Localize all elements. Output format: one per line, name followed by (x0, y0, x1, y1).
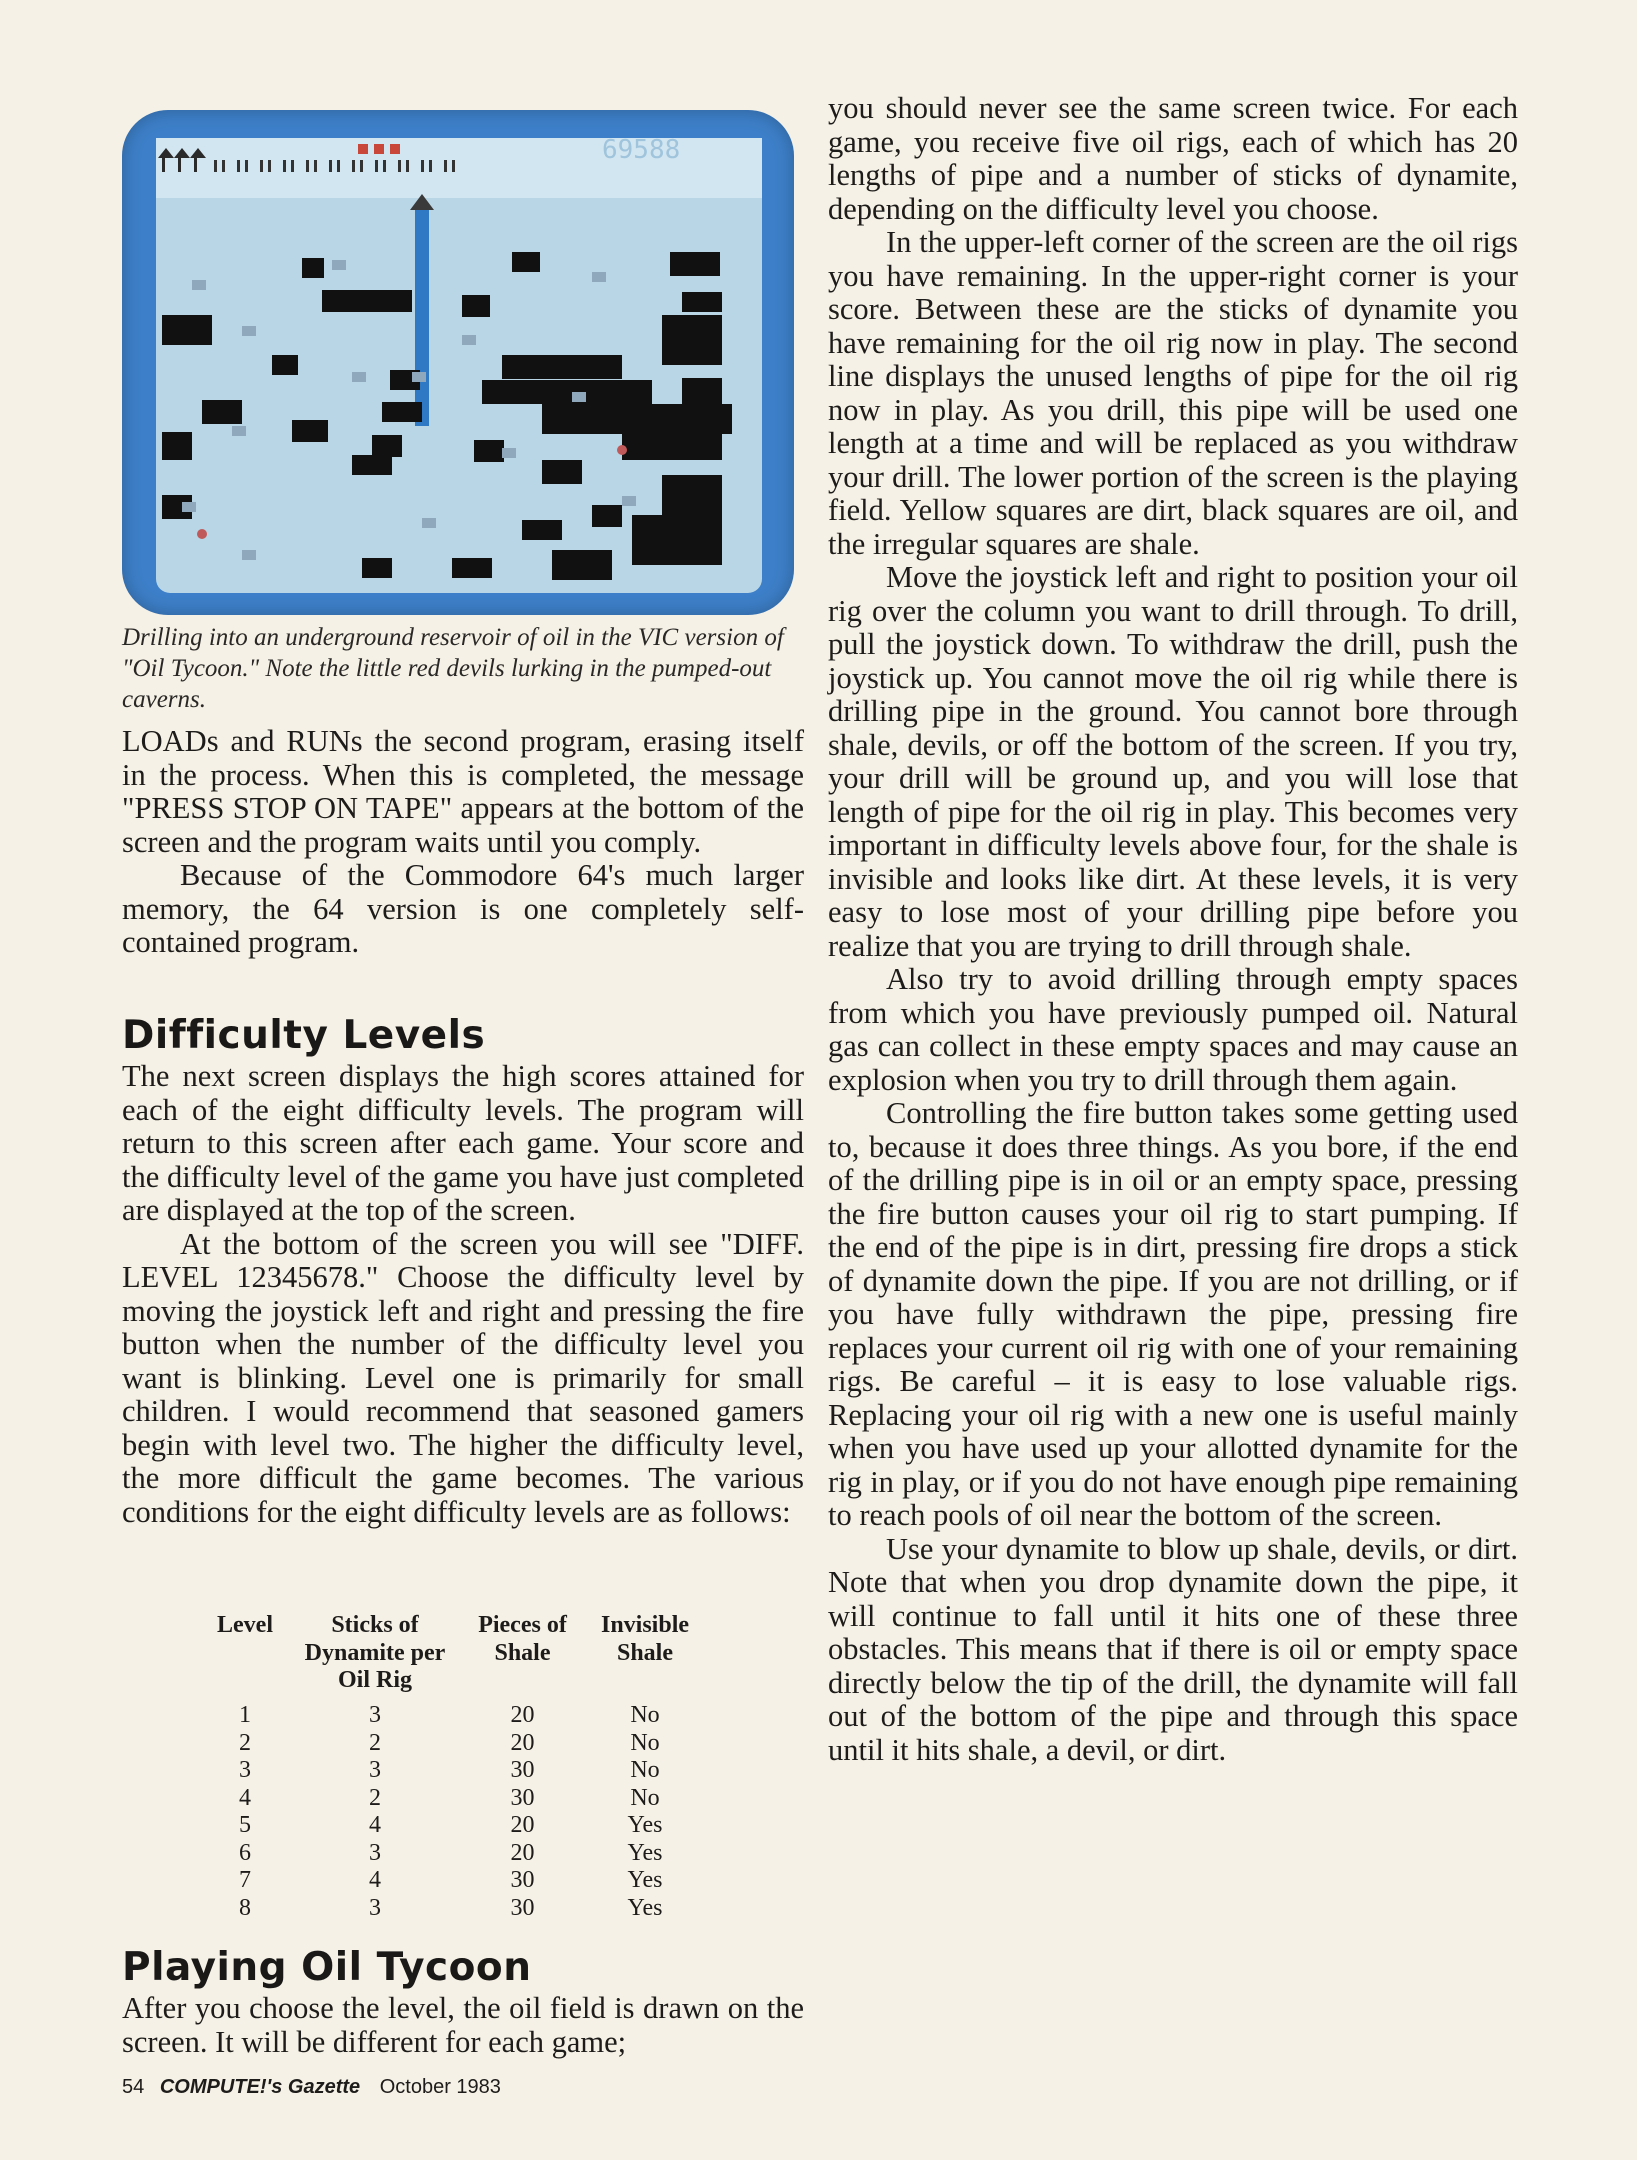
difficulty-section (122, 1012, 804, 1529)
table-cell: 20 (510, 1702, 535, 1728)
table-header-cell: Pieces of Shale (478, 1612, 567, 1666)
table-cell: 5 (239, 1812, 251, 1838)
table-cell: 2 (369, 1784, 381, 1811)
table-cell: 4 (239, 1784, 251, 1811)
section-heading-playing: Playing Oil Tycoon (122, 1945, 532, 1990)
table-cell: Yes (627, 1894, 663, 1921)
table-cell: 2 (239, 1729, 251, 1756)
paragraph: Move the joystick left and right to position your oil rig over the column you want to drill through. To drill, pull the joystick down. To withdraw the drill, push the joystick up. You cannot move the oil rig while there is drilling pipe in the ground. You cannot bore through shale, devils, or off the bottom of the screen. If you try, your drill will be ground up, and you will lose that length of pipe for the oil rig in play. This becomes very important in difficulty levels above four, for the shale is invisible and looks like dirt. At these levels, it is very easy to lose most of your drilling pipe before you realize that you are trying to drill through shale. (828, 560, 1518, 963)
paragraph: In the upper-left corner of the screen are the oil rigs you have remaining. In the upper-right corner is your score. Between these are the sticks of dynamite you have remaining for the oil rig now in play. The second line displays the unused lengths of pipe for the oil rig now in play. As you drill, this pipe will be used one length at a time and will be replaced as you withdraw your drill. The lower portion of the screen is the playing field. Yellow squares are dirt, black squares are oil, and the irregular squares are shale. (828, 225, 1518, 561)
game-playfield-graphic (122, 110, 794, 615)
table-cell: 1 (239, 1702, 251, 1728)
playing-section (122, 1944, 804, 2059)
table-cell: Yes (627, 1812, 663, 1838)
table-cell: 4 (369, 1812, 381, 1838)
table-cell: 3 (239, 1757, 251, 1783)
table-row (200, 1757, 720, 1785)
table-cell: 7 (239, 1867, 251, 1893)
table-row (200, 1867, 720, 1895)
paragraph: LOADs and RUNs the second program, erasing itself in the process. When this is completed, the message "PRESS STOP ON TAPE" appears at the bottom of the screen and the program waits until you comply. (122, 724, 804, 859)
table-cell: 20 (510, 1839, 535, 1866)
oil-field-game-screen (122, 110, 794, 615)
table-cell: 3 (369, 1839, 381, 1866)
table-cell: 4 (369, 1867, 381, 1893)
table-cell: 30 (510, 1784, 535, 1811)
table-header-row (200, 1612, 720, 1702)
paragraph: The next screen displays the high scores attained for each of the eight difficulty levels. The program will return to this screen after each game. Your score and the difficulty level of the game you have just completed are displayed at the top of the screen. (122, 1059, 804, 1227)
left-column-intro (122, 725, 804, 960)
table-cell: No (630, 1757, 660, 1783)
table-row (200, 1785, 720, 1813)
table-row (200, 1730, 720, 1758)
table-header-cell: Invisible Shale (600, 1612, 690, 1666)
paragraph: Controlling the fire button takes some getting used to, because it does three things. As you bore, if the end of the drilling pipe is in oil or an empty space, pressing the fire button causes your oil rig to start pumping. If the end of the pipe is in dirt, pressing fire drops a stick of dynamite down the pipe. If you are not drilling, or if you have fully withdrawn the pipe, pressing fire replaces your current oil rig with one of your remaining rigs. Be careful – it is easy to lose valuable rigs. Replacing your oil rig with a new one is useful mainly when you have used up your allotted dynamite for the rig in play, or if you do not have enough pipe remaining to reach pools of oil near the bottom of the screen. (828, 1096, 1518, 1532)
table-cell: 30 (510, 1757, 535, 1783)
table-cell: Yes (627, 1867, 663, 1893)
table-cell: No (630, 1702, 660, 1728)
section-heading-difficulty: Difficulty Levels (122, 1013, 486, 1058)
paragraph: Also try to avoid drilling through empty spaces from which you have previously pumped oil. Natural gas can collect in these empty spaces and may cause an explosion when you try to drill through them again. (828, 962, 1518, 1097)
difficulty-table (200, 1612, 720, 1922)
table-cell: 20 (510, 1812, 535, 1838)
table-row (200, 1812, 720, 1840)
table-header-cell: Level (217, 1612, 273, 1638)
table-cell: Yes (627, 1839, 663, 1866)
magazine-name: COMPUTE!'s Gazette (159, 2076, 361, 2098)
paragraph: At the bottom of the screen you will see "DIFF. LEVEL 12345678." Choose the difficulty level by moving the joystick left and right and pressing the fire button when the number of the difficulty level you want is blinking. Level one is primarily for small children. I would recommend that seasoned gamers begin with level two. The higher the difficulty level, the more difficult the game becomes. The various conditions for the eight difficulty levels are as follows: (122, 1226, 804, 1529)
paragraph: Use your dynamite to blow up shale, devils, or dirt. Note that when you drop dynamite down the pipe, it will continue to fall until it hits one of these three obstacles. This means that if there is oil or empty space directly below the tip of the drill, the dynamite will fall out of the bottom of the pipe and through this space until it hits shale, a devil, or dirt. (828, 1531, 1518, 1767)
paragraph: you should never see the same screen twice. For each game, you receive five oil rigs, each of which has 20 lengths of pipe and a number of sticks of dynamite, depending on the difficulty level you choose. (828, 91, 1518, 226)
paragraph: Because of the Commodore 64's much larger memory, the 64 version is one completely self-contained program. (122, 858, 804, 959)
paragraph: After you choose the level, the oil field is drawn on the screen. It will be different for each game; (122, 1991, 804, 2059)
svg-text:69588: 69588 (602, 135, 681, 165)
table-cell: No (630, 1784, 660, 1811)
right-column (828, 92, 1518, 1767)
table-cell: 30 (510, 1867, 535, 1893)
figure-caption: Drilling into an underground reservoir of oil in the VIC version of "Oil Tycoon." Note the little red devils lurking in the pumped-out caverns. (122, 624, 784, 713)
table-cell: 3 (369, 1757, 381, 1783)
table-row (200, 1895, 720, 1923)
table-header-cell: Sticks of Dynamite per Oil Rig (304, 1612, 446, 1693)
table-cell: 20 (510, 1729, 535, 1756)
table-cell: 6 (239, 1839, 251, 1866)
table-cell: 2 (369, 1729, 381, 1756)
table-row (200, 1702, 720, 1730)
page-number: 54 (122, 2076, 145, 2098)
table-row (200, 1840, 720, 1868)
table-cell: No (630, 1729, 660, 1756)
table-cell: 3 (369, 1894, 381, 1921)
table-cell: 30 (510, 1894, 535, 1921)
page-footer (122, 2076, 501, 2099)
issue-date: October 1983 (379, 2076, 501, 2098)
table-cell: 8 (239, 1894, 251, 1921)
table-cell: 3 (369, 1702, 381, 1728)
